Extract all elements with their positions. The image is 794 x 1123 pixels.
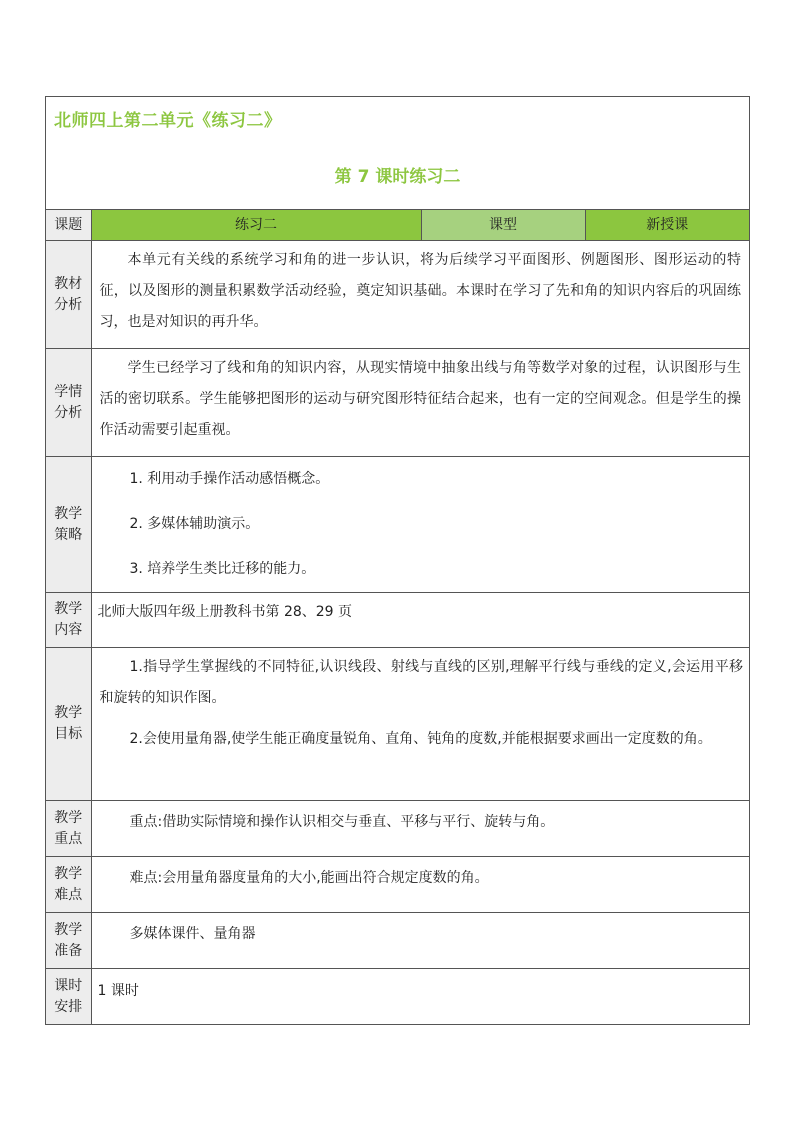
lesson-title: 第 7 课时练习二: [334, 167, 461, 187]
students-text: 学生已经学习了线和角的知识内容，从现实情境中抽象出线与角等数学对象的过程，认识图形与生活的密切联系。学生能够把图形的运动与研究图形特征结合起来，也有一定的空间观念。但是学生的操作活动需要引起重视。: [91, 349, 749, 457]
key-points-row: [46, 801, 749, 857]
list-item: 1.指导学生掌握线的不同特征,认识线段、射线与直线的区别,理解平行线与垂线的定义,会运用平移和旋转的知识作图。: [99, 659, 743, 706]
preparation-row: [46, 913, 749, 969]
material-text: 本单元有关线的系统学习和角的进一步认识，将为后续学习平面图形、例题图形、图形运动的特征，以及图形的测量积累数学活动经验，奠定知识基础。本课时在学习了先和角的知识内容后的巩固练习，也是对知识的再升华。: [91, 241, 749, 349]
key-points-label: 教学重点: [46, 801, 91, 857]
course-topic: 练习二: [91, 210, 421, 241]
list-item: 1. 利用动手操作活动感悟概念。: [129, 471, 330, 487]
material-row: [46, 241, 749, 349]
course-row: [46, 210, 749, 241]
preparation-text: 多媒体课件、量角器: [91, 913, 749, 969]
material-label: 教材分析: [46, 241, 91, 349]
strategy-list: [91, 457, 749, 593]
list-item: 3. 培养学生类比迁移的能力。: [129, 561, 316, 577]
content-label: 教学内容: [46, 593, 91, 648]
difficulties-text: 难点:会用量角器度量角的大小,能画出符合规定度数的角。: [91, 857, 749, 913]
goals-row: [46, 648, 749, 801]
schedule-row: [46, 969, 749, 1025]
goals-label: 教学目标: [46, 648, 91, 801]
schedule-label: 课时安排: [46, 969, 91, 1025]
key-points-text: 重点:借助实际情境和操作认识相交与垂直、平移与平行、旋转与角。: [91, 801, 749, 857]
course-label: 课题: [46, 210, 91, 241]
preparation-label: 教学准备: [46, 913, 91, 969]
students-label: 学情分析: [46, 349, 91, 457]
unit-title: 北师四上第二单元《练习二》: [54, 111, 282, 131]
lesson-plan-sheet: [45, 96, 750, 1025]
content-text: 北师大版四年级上册教科书第 28、29 页: [91, 593, 749, 648]
students-row: [46, 349, 749, 457]
strategy-row: [46, 457, 749, 593]
lesson-plan-header: [46, 97, 749, 210]
list-item: 2.会使用量角器,使学生能正确度量锐角、直角、钝角的度数,并能根据要求画出一定度数的角。: [129, 731, 712, 747]
course-type-label: 课型: [421, 210, 585, 241]
list-item: 2. 多媒体辅助演示。: [129, 516, 260, 532]
content-row: [46, 593, 749, 648]
schedule-text: 1 课时: [91, 969, 749, 1025]
goals-list: [91, 648, 749, 801]
course-type-value: 新授课: [585, 210, 749, 241]
lesson-plan-table: [46, 210, 749, 1024]
strategy-label: 教学策略: [46, 457, 91, 593]
difficulties-row: [46, 857, 749, 913]
difficulties-label: 教学难点: [46, 857, 91, 913]
